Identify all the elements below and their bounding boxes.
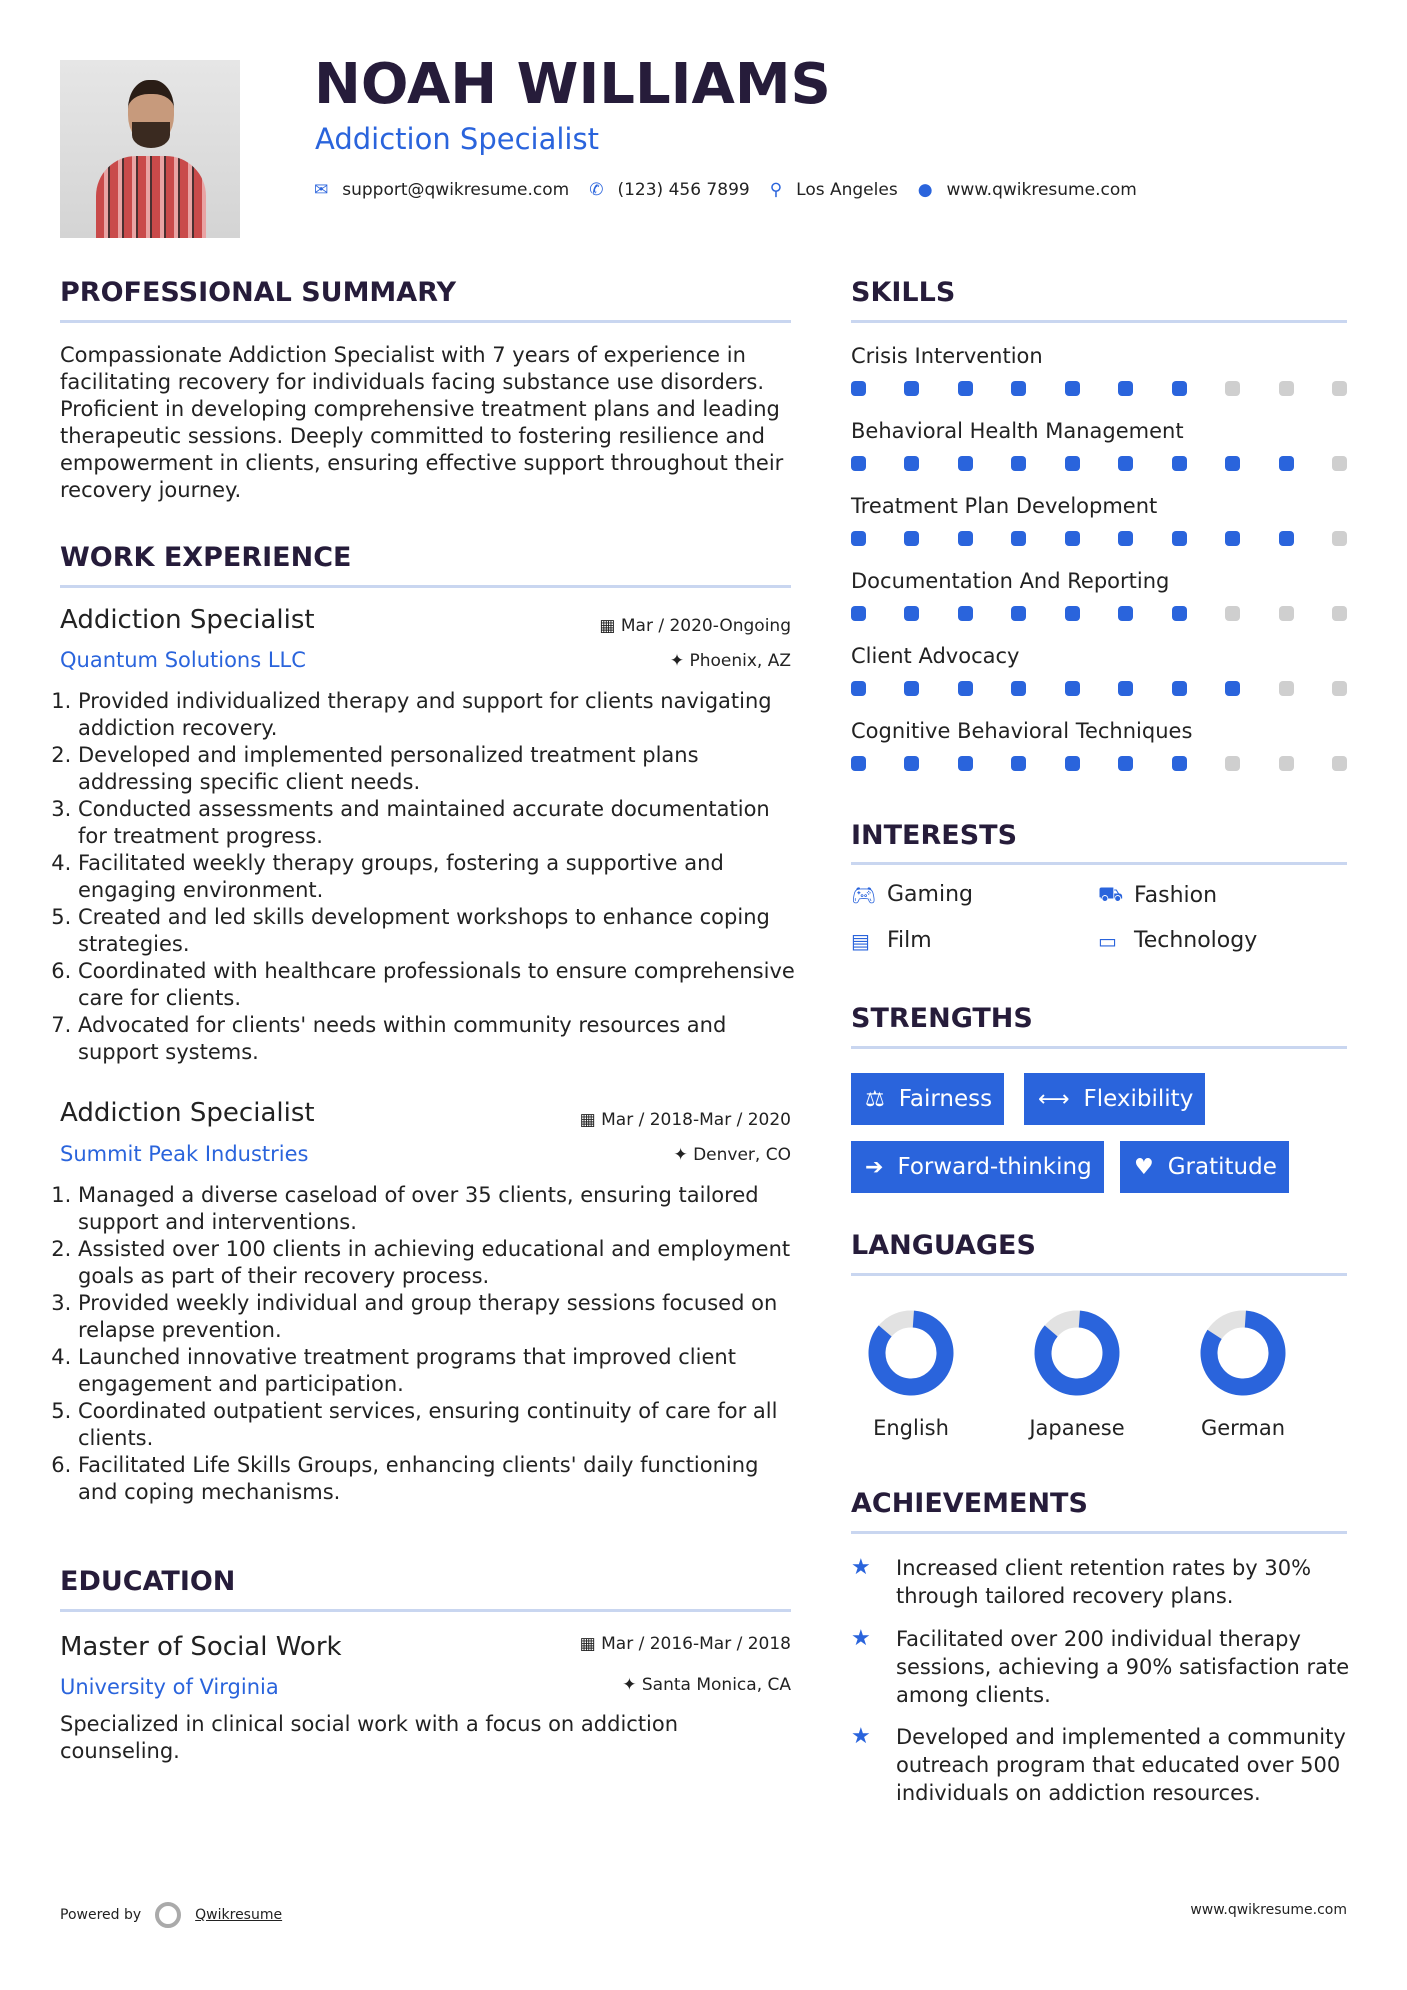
job-location: ✦ Denver, CO	[673, 1145, 791, 1165]
rating-dot	[1118, 456, 1133, 471]
skill-name: Documentation And Reporting	[851, 569, 1170, 593]
qwikresume-logo-icon	[155, 1902, 181, 1928]
skill-rating	[851, 756, 1347, 771]
rating-dot	[1225, 756, 1240, 771]
balance-scale-icon: ⚖	[865, 1086, 885, 1112]
summary-heading: PROFESSIONAL SUMMARY	[60, 277, 457, 308]
rating-dot	[1279, 756, 1294, 771]
rating-dot	[958, 681, 973, 696]
rating-dot	[1225, 606, 1240, 621]
list-item: 1. Managed a diverse caseload of over 35 clients, ensuring tailored support and interventions.	[78, 1182, 800, 1236]
phone-icon: ✆	[589, 180, 604, 200]
rating-dot	[1172, 381, 1187, 396]
film-icon: ▤	[851, 928, 870, 953]
education-description: Specialized in clinical social work with a focus on addiction counseling.	[60, 1712, 679, 1763]
rating-dot	[1011, 531, 1026, 546]
language-name: German	[1200, 1416, 1286, 1440]
footer-website[interactable]: www.qwikresume.com	[1190, 1902, 1347, 1918]
rating-dot	[958, 606, 973, 621]
list-item: 5. Created and led skills development workshops to enhance coping strategies.	[78, 904, 800, 958]
achievement-item: ★ Increased client retention rates by 30% through tailored recovery plans.	[851, 1555, 1312, 1608]
contact-location: Los Angeles	[796, 180, 898, 200]
languages-heading: LANGUAGES	[851, 1230, 1036, 1261]
rating-dot	[1279, 531, 1294, 546]
rating-dot	[1011, 681, 1026, 696]
language-item	[841, 1308, 981, 1440]
rating-dot	[1279, 381, 1294, 396]
skill-rating	[851, 531, 1347, 546]
company-name: Quantum Solutions LLC	[60, 648, 306, 672]
degree-title: Master of Social Work	[60, 1632, 342, 1662]
map-pin-icon: ⚲	[769, 180, 783, 200]
rating-dot	[1011, 456, 1026, 471]
rating-dot	[1332, 531, 1347, 546]
job-title: Addiction Specialist	[60, 1098, 315, 1128]
rating-dot	[851, 531, 866, 546]
rating-dot	[851, 456, 866, 471]
rating-dot	[1065, 606, 1080, 621]
list-item: 2. Assisted over 100 clients in achieving educational and employment goals as part of their recovery process.	[78, 1236, 800, 1290]
candidate-title: Addiction Specialist	[315, 122, 599, 156]
language-name: English	[873, 1416, 949, 1440]
calendar-icon: ▦	[599, 616, 621, 636]
skill-item	[851, 718, 1347, 771]
list-item: 2. Developed and implemented personalized treatment plans addressing specific client needs.	[78, 742, 800, 796]
footer-powered: Powered by Qwikresume	[60, 1902, 282, 1928]
language-name: Japanese	[1029, 1416, 1125, 1440]
rating-dot	[1225, 681, 1240, 696]
rating-dot	[1279, 456, 1294, 471]
divider	[60, 585, 791, 588]
rating-dot	[851, 606, 866, 621]
rating-dot	[851, 756, 866, 771]
arrows-horizontal-icon: ⟷	[1038, 1086, 1070, 1112]
rating-dot	[1332, 681, 1347, 696]
candidate-name: NOAH WILLIAMS	[314, 52, 831, 117]
interests-heading: INTERESTS	[851, 820, 1018, 851]
rating-dot	[1279, 606, 1294, 621]
strength-badge: ⟷ Flexibility	[1024, 1073, 1205, 1125]
rating-dot	[1225, 456, 1240, 471]
skill-item	[851, 343, 1347, 396]
gamepad-icon: 🎮︎	[851, 882, 877, 907]
achievements-heading: ACHIEVEMENTS	[851, 1488, 1088, 1519]
interest-technology: ▭ Technology	[1098, 928, 1258, 953]
rating-dot	[1118, 606, 1133, 621]
company-name: Summit Peak Industries	[60, 1142, 309, 1166]
skill-rating	[851, 381, 1347, 396]
rating-dot	[904, 606, 919, 621]
skill-name: Treatment Plan Development	[851, 494, 1158, 518]
strength-badge: ⚖ Fairness	[851, 1073, 1004, 1125]
interest-fashion: ⛟ Fashion	[1098, 882, 1218, 908]
pin-icon: ✦	[673, 1145, 694, 1165]
strength-badge: ♥ Gratitude	[1120, 1141, 1289, 1193]
job-bullets	[60, 1182, 800, 1506]
contact-bar	[314, 180, 1157, 200]
laptop-icon: ▭	[1098, 928, 1117, 953]
skill-item	[851, 493, 1347, 546]
rating-dot	[1279, 681, 1294, 696]
education-location: ✦ Santa Monica, CA	[622, 1675, 791, 1695]
education-dates: ▦ Mar / 2016-Mar / 2018	[579, 1634, 791, 1654]
language-donut	[1032, 1308, 1122, 1398]
star-icon: ★	[851, 1555, 871, 1580]
star-icon: ★	[851, 1724, 871, 1749]
job-bullets	[60, 688, 800, 1066]
skill-item	[851, 643, 1347, 696]
list-item: 6. Facilitated Life Skills Groups, enhancing clients' daily functioning and coping mechanisms.	[78, 1452, 800, 1506]
rating-dot	[1332, 606, 1347, 621]
rating-dot	[851, 681, 866, 696]
rating-dot	[1065, 381, 1080, 396]
rating-dot	[851, 381, 866, 396]
job-location: ✦ Phoenix, AZ	[669, 651, 791, 671]
rating-dot	[1118, 681, 1133, 696]
job-dates: ▦ Mar / 2020-Ongoing	[599, 616, 791, 636]
language-donut	[866, 1308, 956, 1398]
profile-photo	[60, 60, 240, 238]
rating-dot	[1172, 756, 1187, 771]
list-item: 3. Conducted assessments and maintained accurate documentation for treatment progress.	[78, 796, 800, 850]
rating-dot	[1011, 606, 1026, 621]
list-item: 5. Coordinated outpatient services, ensuring continuity of care for all clients.	[78, 1398, 800, 1452]
envelope-icon: ✉	[314, 180, 329, 200]
list-item: 1. Provided individualized therapy and support for clients navigating addiction recovery.	[78, 688, 800, 742]
list-item: 3. Provided weekly individual and group therapy sessions focused on relapse prevention.	[78, 1290, 800, 1344]
rating-dot	[1065, 531, 1080, 546]
contact-phone[interactable]: (123) 456 7899	[617, 180, 750, 200]
rating-dot	[1118, 381, 1133, 396]
skill-rating	[851, 681, 1347, 696]
list-item: 7. Advocated for clients' needs within community resources and support systems.	[78, 1012, 800, 1066]
rating-dot	[1118, 531, 1133, 546]
rating-dot	[1332, 381, 1347, 396]
pin-icon: ✦	[669, 651, 690, 671]
list-item: 4. Facilitated weekly therapy groups, fostering a supportive and engaging environment.	[78, 850, 800, 904]
skill-item	[851, 418, 1347, 471]
achievement-item: ★ Facilitated over 200 individual therapy sessions, achieving a 90% satisfaction rate among clients.	[851, 1626, 1350, 1707]
rating-dot	[1065, 756, 1080, 771]
skill-name: Crisis Intervention	[851, 344, 1043, 368]
skill-name: Cognitive Behavioral Techniques	[851, 719, 1193, 743]
rating-dot	[958, 756, 973, 771]
skill-item	[851, 568, 1347, 621]
interest-film: ▤ Film	[851, 928, 932, 953]
rating-dot	[1065, 456, 1080, 471]
strengths-heading: STRENGTHS	[851, 1003, 1033, 1034]
rating-dot	[1332, 456, 1347, 471]
rating-dot	[958, 456, 973, 471]
language-donut	[1198, 1308, 1288, 1398]
rating-dot	[904, 681, 919, 696]
contact-email[interactable]: support@qwikresume.com	[342, 180, 570, 200]
divider	[851, 320, 1347, 323]
rating-dot	[1172, 606, 1187, 621]
pin-icon: ✦	[622, 1675, 642, 1695]
rating-dot	[904, 531, 919, 546]
divider	[60, 320, 791, 323]
language-item	[1173, 1308, 1313, 1440]
rating-dot	[1225, 381, 1240, 396]
summary-text: Compassionate Addiction Specialist with 7 years of experience in facilitating recovery for individuals facing substance use disorders. Proficient in developing comprehensive treatment plans and leading therapeutic sessions. Deeply committed to fostering resilience and empowerment in clients, ensuring effective support throughout their recovery journey.	[60, 343, 784, 502]
school-name: University of Virginia	[60, 1675, 279, 1699]
rating-dot	[904, 456, 919, 471]
list-item: 4. Launched innovative treatment programs that improved client engagement and participation.	[78, 1344, 800, 1398]
rating-dot	[1011, 381, 1026, 396]
rating-dot	[1332, 756, 1347, 771]
rating-dot	[904, 756, 919, 771]
divider	[851, 1273, 1347, 1276]
rating-dot	[958, 381, 973, 396]
footer-brand-link[interactable]: Qwikresume	[195, 1907, 283, 1923]
rating-dot	[1172, 531, 1187, 546]
achievement-item: ★ Developed and implemented a community outreach program that educated over 500 individuals on addiction resources.	[851, 1724, 1346, 1805]
rating-dot	[1225, 531, 1240, 546]
divider	[60, 1609, 791, 1612]
calendar-icon: ▦	[579, 1110, 602, 1130]
star-icon: ★	[851, 1626, 871, 1651]
strength-badge: ➔ Forward-thinking	[851, 1141, 1104, 1193]
rating-dot	[958, 531, 973, 546]
job-dates: ▦ Mar / 2018-Mar / 2020	[579, 1110, 791, 1130]
rating-dot	[1172, 681, 1187, 696]
skill-name: Client Advocacy	[851, 644, 1020, 668]
skill-name: Behavioral Health Management	[851, 419, 1184, 443]
calendar-icon: ▦	[579, 1634, 602, 1654]
language-item	[1007, 1308, 1147, 1440]
skill-rating	[851, 606, 1347, 621]
divider	[851, 862, 1347, 865]
rating-dot	[904, 381, 919, 396]
interest-gaming: 🎮︎ Gaming	[851, 882, 973, 907]
heart-icon: ♥	[1134, 1154, 1154, 1180]
skill-rating	[851, 456, 1347, 471]
globe-icon: ●	[917, 180, 933, 200]
divider	[851, 1046, 1347, 1049]
arrow-right-icon: ➔	[865, 1154, 884, 1180]
work-heading: WORK EXPERIENCE	[60, 542, 352, 573]
contact-website[interactable]: www.qwikresume.com	[946, 180, 1137, 200]
list-item: 6. Coordinated with healthcare professionals to ensure comprehensive care for clients.	[78, 958, 800, 1012]
rating-dot	[1011, 756, 1026, 771]
skills-heading: SKILLS	[851, 277, 956, 308]
divider	[851, 1531, 1347, 1534]
rating-dot	[1065, 681, 1080, 696]
education-heading: EDUCATION	[60, 1566, 236, 1597]
shopping-bag-icon: ⛟	[1098, 882, 1124, 906]
job-title: Addiction Specialist	[60, 605, 315, 635]
rating-dot	[1172, 456, 1187, 471]
rating-dot	[1118, 756, 1133, 771]
